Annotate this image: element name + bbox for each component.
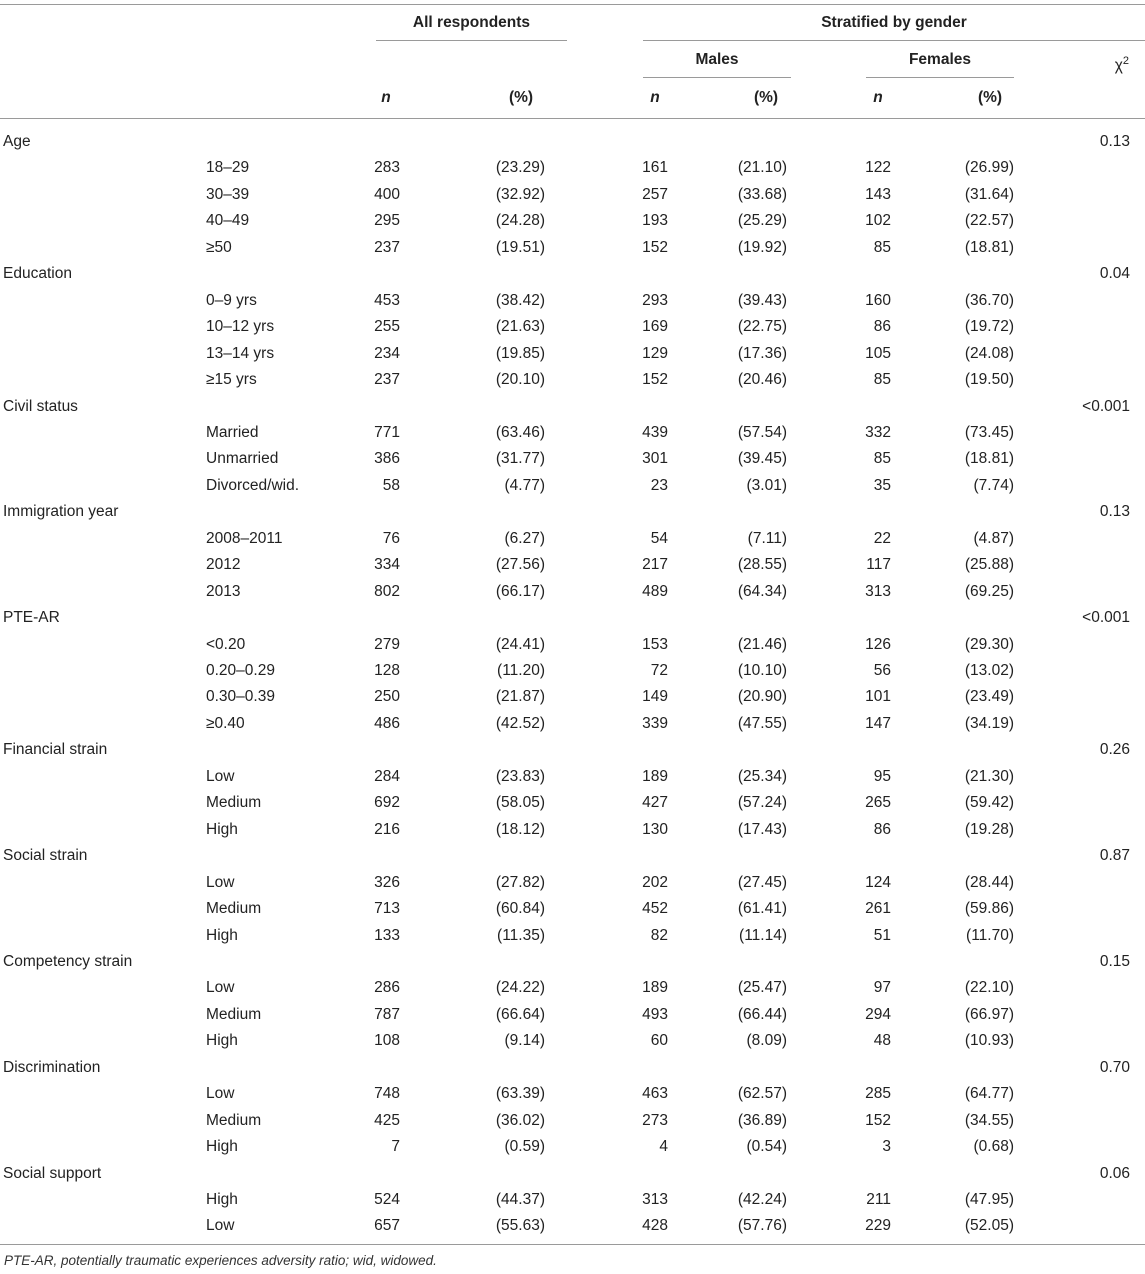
n-all-cell: 334 (374, 556, 400, 574)
chi-square-value: 0.06 (1099, 1164, 1130, 1182)
pct-females-cell: (19.28) (964, 820, 1014, 838)
n-males-cell: 169 (642, 318, 668, 336)
n-females-cell: 35 (873, 476, 891, 494)
pct-all-cell: (19.51) (495, 238, 545, 256)
category-cell: High (206, 1138, 238, 1156)
category-cell: High (206, 820, 238, 838)
n-males-cell: 202 (642, 873, 668, 891)
pct-males-cell: (0.54) (746, 1138, 787, 1156)
category-cell: Married (206, 423, 259, 441)
pct-females-cell: (4.87) (973, 529, 1014, 547)
pct-all-cell: (32.92) (495, 185, 545, 203)
chi-square-value: 0.04 (1099, 265, 1130, 283)
top-rule (0, 4, 1145, 5)
pct-all-cell: (19.85) (495, 344, 545, 362)
pct-all-cell: (58.05) (495, 794, 545, 812)
pct-females-cell: (52.05) (964, 1217, 1014, 1235)
pct-all-cell: (44.37) (495, 1191, 545, 1208)
n-males-cell: 152 (642, 238, 668, 256)
n-all-cell: 657 (374, 1217, 400, 1235)
pct-males-cell: (19.92) (737, 238, 787, 256)
n-males-cell: 72 (650, 662, 668, 679)
n-females-cell: 265 (865, 794, 891, 812)
pct-males-cell: (39.45) (737, 450, 787, 468)
pct-males-cell: (64.34) (737, 582, 787, 600)
n-males-cell: 217 (642, 556, 668, 574)
n-females-cell: 147 (865, 714, 891, 732)
pct-males-cell: (62.57) (737, 1085, 787, 1103)
category-cell: ≥50 (206, 238, 232, 256)
category-cell: Medium (206, 1005, 262, 1023)
n-males-cell: 54 (650, 529, 668, 547)
n-header-all: n (381, 89, 391, 106)
category-cell: 0.30–0.39 (206, 688, 275, 706)
pct-females-cell: (66.97) (964, 1005, 1014, 1023)
n-males-cell: 161 (642, 159, 668, 177)
n-females-cell: 85 (873, 238, 891, 256)
pct-all-cell: (9.14) (504, 1032, 545, 1050)
category-cell: High (206, 1032, 238, 1050)
pct-males-cell: (27.45) (737, 873, 787, 891)
category-cell: 2012 (206, 556, 241, 574)
n-all-cell: 108 (374, 1032, 400, 1050)
category-cell: 0.20–0.29 (206, 662, 275, 679)
pct-all-cell: (63.39) (495, 1085, 545, 1103)
group-label: PTE-AR (3, 609, 60, 627)
pct-males-cell: (21.10) (737, 159, 787, 177)
pct-females-cell: (29.30) (964, 635, 1014, 653)
pct-males-cell: (42.24) (737, 1191, 787, 1208)
pct-all-cell: (24.22) (495, 979, 545, 997)
pct-females-cell: (28.44) (964, 873, 1014, 891)
category-cell: ≥15 yrs (206, 371, 257, 389)
n-all-cell: 237 (374, 238, 400, 256)
category-cell: High (206, 1191, 238, 1208)
n-all-cell: 279 (374, 635, 400, 653)
category-cell: Medium (206, 900, 262, 918)
n-females-cell: 3 (882, 1138, 891, 1156)
pct-all-cell: (55.63) (495, 1217, 545, 1235)
n-all-cell: 486 (374, 714, 400, 732)
males-underline (643, 77, 791, 78)
pct-females-cell: (21.30) (964, 767, 1014, 785)
n-all-cell: 58 (382, 476, 400, 494)
males-header: Males (695, 51, 739, 68)
pct-females-cell: (59.86) (964, 900, 1014, 918)
category-cell: Low (206, 1085, 235, 1103)
pct-all-cell: (24.41) (495, 635, 545, 653)
n-females-cell: 126 (865, 635, 891, 653)
chi-square-value: <0.001 (1082, 397, 1130, 415)
chi-square-value: 0.13 (1099, 133, 1130, 150)
pct-females-cell: (34.55) (964, 1111, 1014, 1129)
n-all-cell: 7 (391, 1138, 400, 1156)
all-respondents-header: All respondents (412, 14, 531, 31)
pct-males-cell: (21.46) (737, 635, 787, 653)
n-all-cell: 216 (374, 820, 400, 838)
n-header-females: n (873, 89, 883, 106)
pct-females-cell: (10.93) (964, 1032, 1014, 1050)
n-all-cell: 386 (374, 450, 400, 468)
chi-square-value: 0.87 (1099, 847, 1130, 865)
n-females-cell: 86 (873, 318, 891, 336)
females-header: Females (908, 51, 972, 68)
n-males-cell: 313 (642, 1191, 668, 1208)
stratified-by-gender-header: Stratified by gender (821, 14, 967, 31)
category-cell: 30–39 (206, 185, 250, 203)
n-all-cell: 128 (374, 662, 400, 679)
pct-all-cell: (4.77) (504, 476, 545, 494)
chi-square-value: 0.13 (1099, 503, 1130, 521)
pct-males-cell: (7.11) (747, 529, 787, 547)
n-all-cell: 237 (374, 371, 400, 389)
pct-females-cell: (36.70) (964, 291, 1014, 309)
pct-males-cell: (57.54) (737, 423, 787, 441)
n-females-cell: 85 (873, 450, 891, 468)
pct-males-cell: (25.29) (737, 212, 787, 230)
pct-females-cell: (64.77) (964, 1085, 1014, 1103)
n-males-cell: 493 (642, 1005, 668, 1023)
category-cell: Low (206, 767, 235, 785)
pct-females-cell: (19.72) (964, 318, 1014, 336)
n-all-cell: 250 (374, 688, 400, 706)
pct-header-females: (%) (977, 89, 1003, 106)
pct-males-cell: (3.01) (746, 476, 787, 494)
pct-males-cell: (57.76) (737, 1217, 787, 1235)
pct-all-cell: (31.77) (495, 450, 545, 468)
pct-all-cell: (0.59) (504, 1138, 545, 1156)
n-males-cell: 339 (642, 714, 668, 732)
n-females-cell: 285 (865, 1085, 891, 1103)
n-males-cell: 189 (642, 979, 668, 997)
pct-all-cell: (42.52) (495, 714, 545, 732)
pct-all-cell: (38.42) (495, 291, 545, 309)
category-cell: Unmarried (206, 450, 279, 468)
pct-all-cell: (27.56) (495, 556, 545, 574)
category-cell: <0.20 (206, 635, 246, 653)
pct-females-cell: (26.99) (964, 159, 1014, 177)
header-bottom-rule (0, 118, 1145, 119)
n-females-cell: 229 (865, 1217, 891, 1235)
category-cell: 13–14 yrs (206, 344, 275, 362)
n-females-cell: 313 (865, 582, 891, 600)
n-males-cell: 152 (642, 371, 668, 389)
category-cell: 40–49 (206, 212, 250, 230)
pct-males-cell: (20.46) (737, 371, 787, 389)
category-cell: 2013 (206, 582, 241, 600)
stratified-underline (643, 40, 1145, 41)
n-females-cell: 51 (873, 926, 891, 944)
pct-females-cell: (24.08) (964, 344, 1014, 362)
n-males-cell: 301 (642, 450, 668, 468)
pct-header-all: (%) (508, 89, 534, 106)
pct-females-cell: (19.50) (964, 371, 1014, 389)
group-label: Social strain (3, 847, 88, 865)
pct-females-cell: (23.49) (964, 688, 1014, 706)
pct-all-cell: (21.63) (495, 318, 545, 336)
category-cell: Medium (206, 1111, 262, 1129)
category-cell: Divorced/wid. (206, 476, 300, 494)
pct-males-cell: (66.44) (737, 1005, 787, 1023)
pct-all-cell: (21.87) (495, 688, 545, 706)
pct-females-cell: (73.45) (964, 423, 1014, 441)
group-label: Civil status (3, 397, 78, 415)
category-cell: 10–12 yrs (206, 318, 275, 336)
n-all-cell: 524 (374, 1191, 400, 1208)
n-males-cell: 463 (642, 1085, 668, 1103)
category-cell: 2008–2011 (206, 529, 283, 547)
pct-males-cell: (11.14) (739, 926, 787, 944)
pct-all-cell: (18.12) (495, 820, 545, 838)
group-label: Education (3, 265, 72, 283)
n-males-cell: 82 (650, 926, 668, 944)
pct-all-cell: (66.17) (495, 582, 545, 600)
n-all-cell: 453 (374, 291, 400, 309)
n-females-cell: 124 (865, 873, 891, 891)
n-females-cell: 143 (865, 185, 891, 203)
n-males-cell: 428 (642, 1217, 668, 1235)
pct-males-cell: (36.89) (737, 1111, 787, 1129)
pct-males-cell: (22.75) (737, 318, 787, 336)
group-label: Social support (3, 1164, 102, 1182)
footnote: PTE-AR, potentially traumatic experiences adversity ratio; wid, widowed. (4, 1253, 437, 1268)
pct-males-cell: (8.09) (746, 1032, 787, 1050)
n-females-cell: 22 (873, 529, 891, 547)
pct-all-cell: (27.82) (495, 873, 545, 891)
n-females-cell: 122 (865, 159, 891, 177)
pct-males-cell: (33.68) (737, 185, 787, 203)
n-males-cell: 193 (642, 212, 668, 230)
group-label: Financial strain (3, 741, 108, 759)
pct-females-cell: (13.02) (964, 662, 1014, 679)
n-males-cell: 257 (642, 185, 668, 203)
pct-females-cell: (25.88) (964, 556, 1014, 574)
n-all-cell: 748 (374, 1085, 400, 1103)
pct-all-cell: (63.46) (495, 423, 545, 441)
n-all-cell: 802 (374, 582, 400, 600)
n-males-cell: 130 (642, 820, 668, 838)
n-females-cell: 86 (873, 820, 891, 838)
pct-males-cell: (17.36) (737, 344, 787, 362)
pct-all-cell: (6.27) (504, 529, 545, 547)
n-all-cell: 283 (374, 159, 400, 177)
n-females-cell: 211 (866, 1191, 891, 1208)
chi-superscript: 2 (1122, 55, 1129, 67)
chi-square-value: 0.70 (1099, 1058, 1130, 1076)
pct-females-cell: (0.68) (973, 1138, 1014, 1156)
n-females-cell: 101 (865, 688, 891, 706)
n-females-cell: 294 (865, 1005, 891, 1023)
n-males-cell: 153 (642, 635, 668, 653)
n-all-cell: 771 (374, 423, 400, 441)
pct-females-cell: (7.74) (973, 476, 1014, 494)
chi-square-value: 0.15 (1099, 952, 1130, 970)
pct-females-cell: (18.81) (964, 238, 1014, 256)
pct-all-cell: (11.35) (497, 926, 545, 944)
pct-all-cell: (24.28) (495, 212, 545, 230)
n-all-cell: 326 (374, 873, 400, 891)
n-males-cell: 439 (642, 423, 668, 441)
n-header-males: n (650, 89, 660, 106)
pct-females-cell: (47.95) (964, 1191, 1014, 1208)
pct-females-cell: (22.57) (964, 212, 1014, 230)
n-males-cell: 189 (642, 767, 668, 785)
group-label: Competency strain (3, 952, 133, 970)
pct-males-cell: (10.10) (737, 662, 787, 679)
n-all-cell: 787 (374, 1005, 400, 1023)
category-cell: Low (206, 1217, 235, 1235)
n-males-cell: 293 (642, 291, 668, 309)
n-all-cell: 425 (374, 1111, 400, 1129)
pct-all-cell: (11.20) (497, 662, 545, 679)
n-females-cell: 48 (873, 1032, 891, 1050)
n-males-cell: 149 (642, 688, 668, 706)
chi-symbol: χ (1114, 57, 1123, 75)
n-females-cell: 160 (865, 291, 891, 309)
n-males-cell: 60 (650, 1032, 668, 1050)
pct-males-cell: (17.43) (737, 820, 787, 838)
group-label: Age (3, 133, 31, 150)
category-cell: Low (206, 979, 235, 997)
pct-males-cell: (20.90) (737, 688, 787, 706)
n-females-cell: 261 (865, 900, 891, 918)
n-females-cell: 102 (865, 212, 891, 230)
n-males-cell: 129 (642, 344, 668, 362)
females-underline (866, 77, 1014, 78)
chi-square-value: 0.26 (1099, 741, 1130, 759)
n-females-cell: 56 (873, 662, 891, 679)
pct-females-cell: (59.42) (964, 794, 1014, 812)
n-females-cell: 332 (865, 423, 891, 441)
pct-all-cell: (20.10) (495, 371, 545, 389)
pct-header-males: (%) (753, 89, 779, 106)
n-males-cell: 273 (642, 1111, 668, 1129)
n-males-cell: 452 (642, 900, 668, 918)
n-all-cell: 234 (374, 344, 400, 362)
n-males-cell: 427 (642, 794, 668, 812)
n-all-cell: 400 (374, 185, 400, 203)
chi-square-value: <0.001 (1082, 609, 1130, 627)
category-cell: Low (206, 873, 235, 891)
n-females-cell: 105 (865, 344, 891, 362)
pct-males-cell: (47.55) (737, 714, 787, 732)
pct-females-cell: (22.10) (964, 979, 1014, 997)
category-cell: High (206, 926, 238, 944)
n-all-cell: 284 (374, 767, 400, 785)
n-females-cell: 152 (865, 1111, 891, 1129)
pct-females-cell: (18.81) (964, 450, 1014, 468)
pct-females-cell: (31.64) (964, 185, 1014, 203)
pct-males-cell: (25.47) (737, 979, 787, 997)
pct-all-cell: (60.84) (495, 900, 545, 918)
n-all-cell: 76 (382, 529, 400, 547)
all-respondents-underline (376, 40, 567, 41)
n-females-cell: 117 (866, 556, 891, 574)
n-all-cell: 713 (374, 900, 400, 918)
n-males-cell: 489 (642, 582, 668, 600)
pct-males-cell: (25.34) (737, 767, 787, 785)
pct-females-cell: (69.25) (964, 582, 1014, 600)
pct-all-cell: (23.29) (495, 159, 545, 177)
category-cell: 0–9 yrs (206, 291, 257, 309)
pct-all-cell: (36.02) (495, 1111, 545, 1129)
pct-females-cell: (34.19) (964, 714, 1014, 732)
category-cell: ≥0.40 (206, 714, 245, 732)
pct-females-cell: (11.70) (966, 926, 1014, 944)
n-all-cell: 692 (374, 794, 400, 812)
n-all-cell: 133 (374, 926, 400, 944)
n-females-cell: 85 (873, 371, 891, 389)
pct-males-cell: (28.55) (737, 556, 787, 574)
category-cell: Medium (206, 794, 262, 812)
n-females-cell: 97 (873, 979, 891, 997)
pct-males-cell: (39.43) (737, 291, 787, 309)
n-all-cell: 255 (374, 318, 400, 336)
n-males-cell: 4 (659, 1138, 668, 1156)
group-label: Discrimination (3, 1058, 101, 1076)
pct-all-cell: (23.83) (495, 767, 545, 785)
n-females-cell: 95 (873, 767, 891, 785)
group-label: Immigration year (3, 503, 119, 521)
chi-square-header (1115, 52, 1129, 75)
n-all-cell: 295 (374, 212, 400, 230)
pct-all-cell: (66.64) (495, 1005, 545, 1023)
category-cell: 18–29 (206, 159, 250, 177)
bottom-rule (0, 1244, 1145, 1245)
pct-males-cell: (61.41) (737, 900, 787, 918)
n-all-cell: 286 (374, 979, 400, 997)
pct-males-cell: (57.24) (737, 794, 787, 812)
n-males-cell: 23 (650, 476, 668, 494)
